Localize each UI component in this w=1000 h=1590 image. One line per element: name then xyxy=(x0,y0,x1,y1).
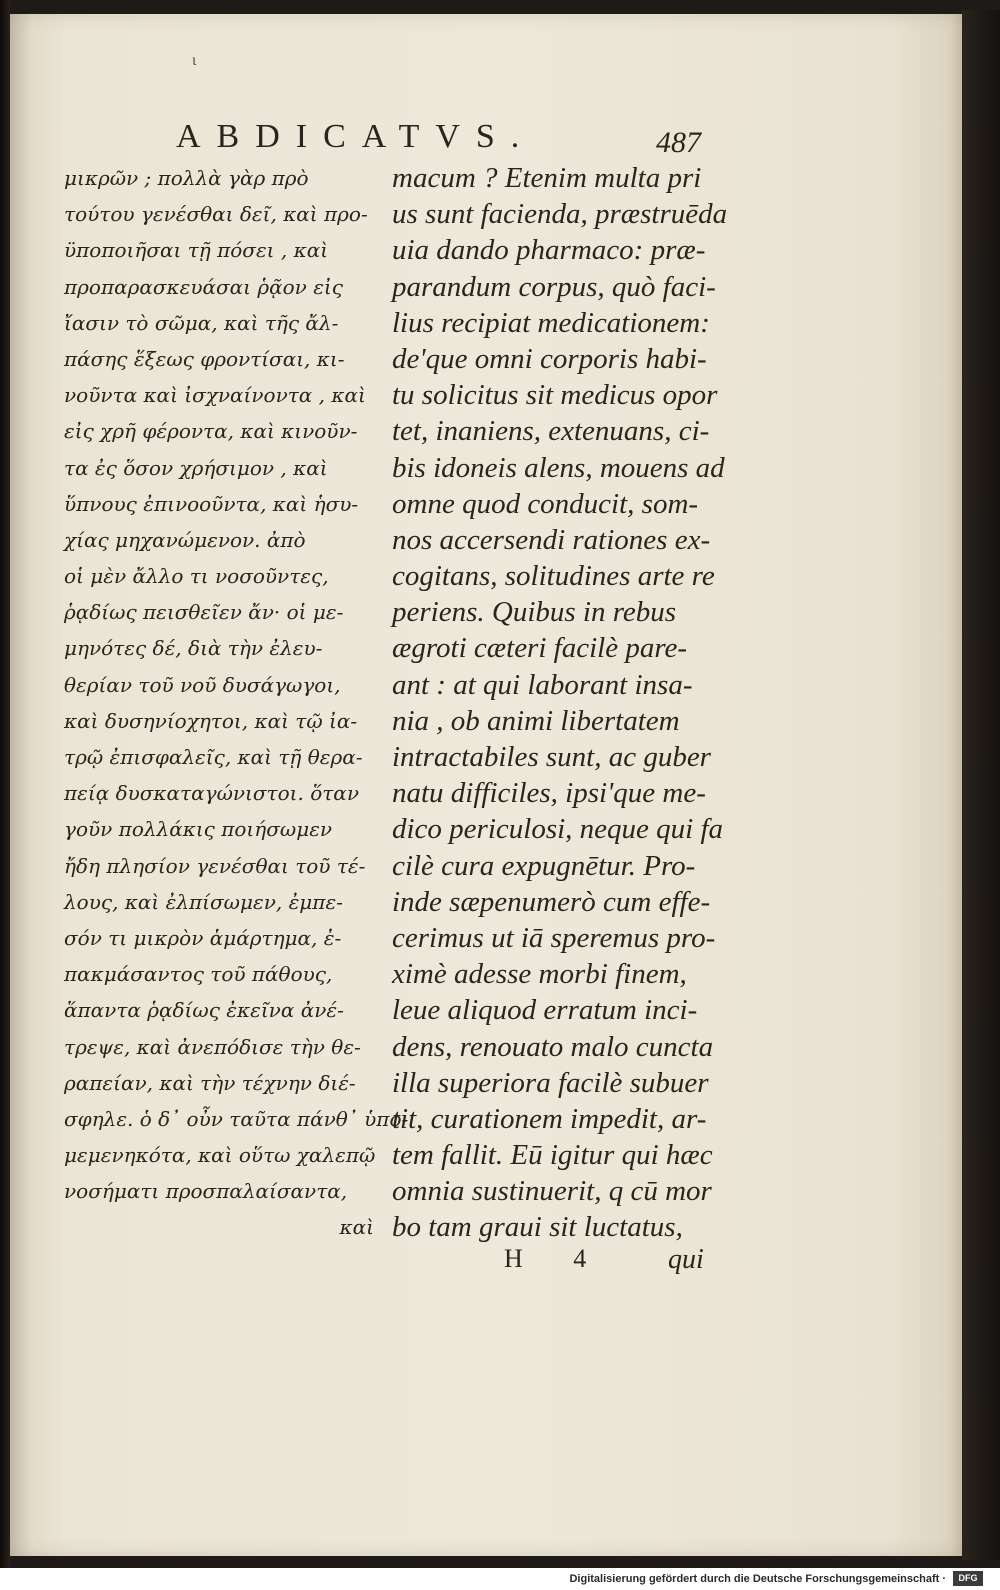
latin-text-line: nos accersendi rationes ex- xyxy=(392,523,711,556)
greek-text-line: ραπείαν, καὶ τὴν τέχνην διέ- xyxy=(64,1070,356,1095)
latin-text-line: omne quod conducit, som- xyxy=(392,487,699,520)
greek-text-line: θερίαν τοῦ νοῦ δυσάγωγοι, xyxy=(64,672,341,697)
greek-text-line: ὕπνους ἐπινοοῦντα, καὶ ἡσυ- xyxy=(64,491,359,516)
greek-text-line: τα ἐς ὅσον χρήσιμον , καὶ xyxy=(64,455,328,480)
latin-text-line: dico periculosi, neque qui fa xyxy=(392,813,724,846)
latin-text-line: ximè adesse morbi finem, xyxy=(392,958,687,991)
latin-text-line: nia , ob animi libertatem xyxy=(392,704,680,737)
greek-text-line: οἱ μὲν ἄλλο τι νοσοῦντες, xyxy=(64,564,329,589)
greek-text-line: ἅπαντα ῥᾳδίως ἐκεῖνα ἀνέ- xyxy=(64,998,344,1023)
greek-text-line: εἰς χρῆ φέροντα, καὶ κινοῦν- xyxy=(64,419,358,444)
latin-text-line: bis idoneis alens, mouens ad xyxy=(392,451,725,484)
running-head: ABDICATVS. xyxy=(176,118,536,155)
latin-text-line: tit, curationem impedit, ar- xyxy=(392,1102,707,1135)
greek-text-line: μεμενηκότα, καὶ οὕτω χαλεπῷ xyxy=(64,1143,376,1168)
greek-text-column xyxy=(64,160,409,1246)
latin-text-line: de'que omni corporis habi- xyxy=(392,342,707,375)
greek-text-line: προπαρασκευάσαι ῥᾷον εἰς xyxy=(64,274,343,299)
latin-text-line: leue aliquod erratum inci- xyxy=(392,994,698,1027)
latin-text-line: intractabiles sunt, ac guber xyxy=(392,741,711,773)
greek-text-line: ῥᾳδίως πεισθεῖεν ἄν· οἱ με- xyxy=(64,600,344,625)
greek-text-line: σφηλε. ὁ δ᾽ οὖν ταῦτα πάνθ᾽ ὑπο- xyxy=(64,1106,409,1131)
latin-text-line: natu difficiles, ipsi'que me- xyxy=(392,777,706,810)
greek-text-line: λους, καὶ ἐλπίσωμεν, ἐμπε- xyxy=(64,889,343,914)
greek-text-line: ἤδη πλησίον γενέσθαι τοῦ τέ- xyxy=(64,853,366,878)
greek-text-line: καὶ xyxy=(339,1215,374,1240)
latin-text-line: inde sæpenumerò cum effe- xyxy=(392,885,711,918)
latin-text-line: periens. Quibus in rebus xyxy=(392,596,677,629)
latin-text-line: dens, renouato malo cuncta xyxy=(392,1030,714,1063)
greek-text-line: νοῦντα καὶ ἰσχναίνοντα , καὶ xyxy=(64,383,366,408)
greek-text-line: πακμάσαντος τοῦ πάθους, xyxy=(64,962,333,987)
greek-text-line: τούτου γενέσθαι δεῖ, καὶ προ- xyxy=(64,202,368,227)
latin-text-line: ant : at qui laborant insa- xyxy=(392,668,693,701)
greek-text-line: τρῷ ἐπισφαλεῖς, καὶ τῇ θερα- xyxy=(64,745,363,769)
latin-text-line: cogitans, solitudines arte re xyxy=(392,560,715,593)
latin-text-line: tet, inaniens, extenuans, ci- xyxy=(392,415,710,448)
latin-text-line: uia dando pharmaco: præ- xyxy=(392,234,706,267)
greek-text-line: σόν τι μικρὸν ἁμάρτημα, ἐ- xyxy=(64,925,342,950)
funding-credit: Digitalisierung gefördert durch die Deutsche Forschungsgemeinschaft · xyxy=(569,1573,946,1585)
greek-text-line: πάσης ἕξεως φροντίσαι, κι- xyxy=(64,346,345,371)
page-edge-shadow xyxy=(962,10,1000,1560)
latin-text-line: illa superiora facilè subuer xyxy=(392,1066,709,1099)
latin-text-line: parandum corpus, quò faci- xyxy=(392,270,716,303)
latin-text-line: cilè cura expugnētur. Pro- xyxy=(392,849,696,882)
greek-text-line: μικρῶν ; πολλὰ γὰρ πρὸ xyxy=(64,166,309,190)
greek-text-line: τρεψε, καὶ ἀνεπόδισε τὴν θε- xyxy=(64,1034,361,1059)
latin-text-column xyxy=(392,160,728,1246)
stray-mark: ι xyxy=(192,52,197,69)
greek-text-line: χίας μηχανώμενον. ἀπὸ xyxy=(64,527,306,552)
latin-text-line: cerimus ut iā speremus pro- xyxy=(392,921,716,954)
greek-text-line: ϋποποιῆσαι τῇ πόσει , καὶ xyxy=(64,238,329,263)
latin-text-line: us sunt facienda, præstruēda xyxy=(392,198,728,231)
latin-text-line: tem fallit. Eū igitur qui hæc xyxy=(392,1139,713,1172)
greek-text-line: μηνότες δέ, διὰ τὴν ἐλευ- xyxy=(64,636,323,661)
latin-text-line: ægroti cæteri facilè pare- xyxy=(392,632,688,665)
dfg-logo: DFG xyxy=(953,1571,983,1586)
greek-text-line: πείᾳ δυσκαταγώνιστοι. ὅταν xyxy=(64,781,359,806)
book-spine-edge xyxy=(0,0,10,1568)
latin-text-line: lius recipiat medicationem: xyxy=(392,306,710,339)
signature-mark: H 4 xyxy=(504,1244,609,1273)
latin-text-line: bo tam graui sit luctatus, xyxy=(392,1211,683,1244)
greek-text-line: ἴασιν τὸ σῶμα, καὶ τῆς ἄλ- xyxy=(64,310,339,335)
greek-text-line: νοσήματι προσπαλαίσαντα, xyxy=(64,1179,348,1204)
greek-text-line: καὶ δυσηνίοχητοι, καὶ τῷ ἰα- xyxy=(64,708,358,733)
latin-text-line: tu solicitus sit medicus opor xyxy=(392,379,718,412)
page-number: 487 xyxy=(656,126,701,159)
latin-text-line: macum ? Etenim multa pri xyxy=(392,162,702,194)
latin-text-line: omnia sustinuerit, q cū mor xyxy=(392,1175,712,1208)
catchword: qui xyxy=(668,1244,704,1275)
greek-text-line: γοῦν πολλάκις ποιήσωμεν xyxy=(64,817,333,842)
